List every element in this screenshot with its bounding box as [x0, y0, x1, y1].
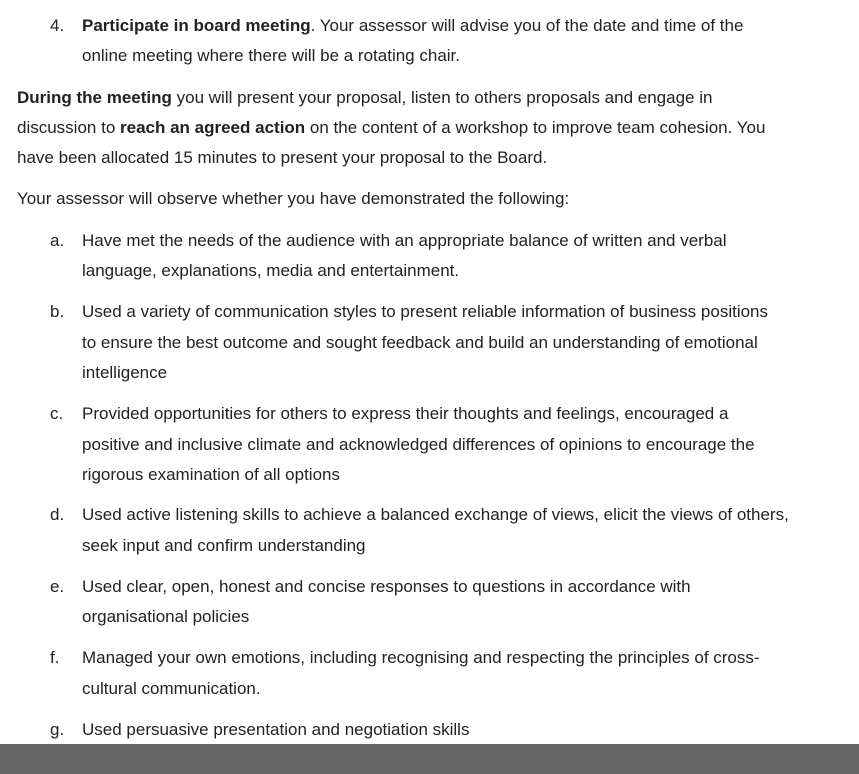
- during-line3: have been allocated 15 minutes to present your proposal to the Board.: [17, 148, 548, 167]
- item4-line2: online meeting where there will be a rotating chair.: [82, 46, 460, 65]
- page-gap-bar: [0, 744, 859, 774]
- criterion-b-line1: Used a variety of communication styles to present reliable information of business positions: [82, 302, 769, 321]
- list-marker-b: b.: [50, 302, 65, 321]
- list-marker-g: g.: [50, 720, 65, 739]
- criterion-a-line1: Have met the needs of the audience with an appropriate balance of written and verbal: [82, 231, 727, 250]
- criterion-d-line2: seek input and confirm understanding: [82, 536, 366, 555]
- item4-title: Participate in board meeting: [82, 16, 311, 35]
- criterion-g-line1: Used persuasive presentation and negotiation skills: [82, 720, 470, 739]
- criterion-f-line2: cultural communication.: [82, 679, 261, 698]
- criterion-d-line1: Used active listening skills to achieve a balanced exchange of views, elicit the views of others,: [82, 505, 789, 524]
- criterion-c-line2: positive and inclusive climate and acknowledged differences of opinions to encourage the: [82, 435, 755, 454]
- criterion-c-line1: Provided opportunities for others to express their thoughts and feelings, encouraged a: [82, 404, 729, 423]
- list-marker-a: a.: [50, 231, 65, 250]
- observe-paragraph: Your assessor will observe whether you have demonstrated the following:: [17, 189, 570, 208]
- during-bold-action: reach an agreed action: [120, 118, 306, 137]
- criterion-f-line1: Managed your own emotions, including recognising and respecting the principles of cross-: [82, 648, 760, 667]
- list-marker-d: d.: [50, 505, 65, 524]
- criterion-a-line2: language, explanations, media and entertainment.: [82, 261, 460, 280]
- list-marker-e: e.: [50, 577, 65, 596]
- list-marker-f: f.: [50, 648, 60, 667]
- during-line2: [17, 118, 765, 138]
- criterion-e-line1: Used clear, open, honest and concise responses to questions in accordance with: [82, 577, 691, 596]
- during-line2-post: on the content of a workshop to improve team cohesion. You: [305, 118, 766, 137]
- criterion-b-line2: to ensure the best outcome and sought feedback and build an understanding of emotional: [82, 333, 758, 352]
- during-line2-pre: discussion to: [17, 118, 120, 137]
- list-marker-c: c.: [50, 404, 64, 423]
- item4-line1-text: . Your assessor will advise you of the date and time of the: [310, 16, 744, 35]
- list-marker-4: 4.: [50, 16, 65, 35]
- during-line1-text: you will present your proposal, listen to others proposals and engage in: [171, 88, 713, 107]
- during-line1: [17, 88, 712, 108]
- criterion-c-line3: rigorous examination of all options: [82, 465, 340, 484]
- item4-line1: [82, 16, 743, 36]
- criterion-e-line2: organisational policies: [82, 607, 250, 626]
- criterion-b-line3: intelligence: [82, 363, 168, 382]
- during-bold-lead: During the meeting: [17, 88, 172, 107]
